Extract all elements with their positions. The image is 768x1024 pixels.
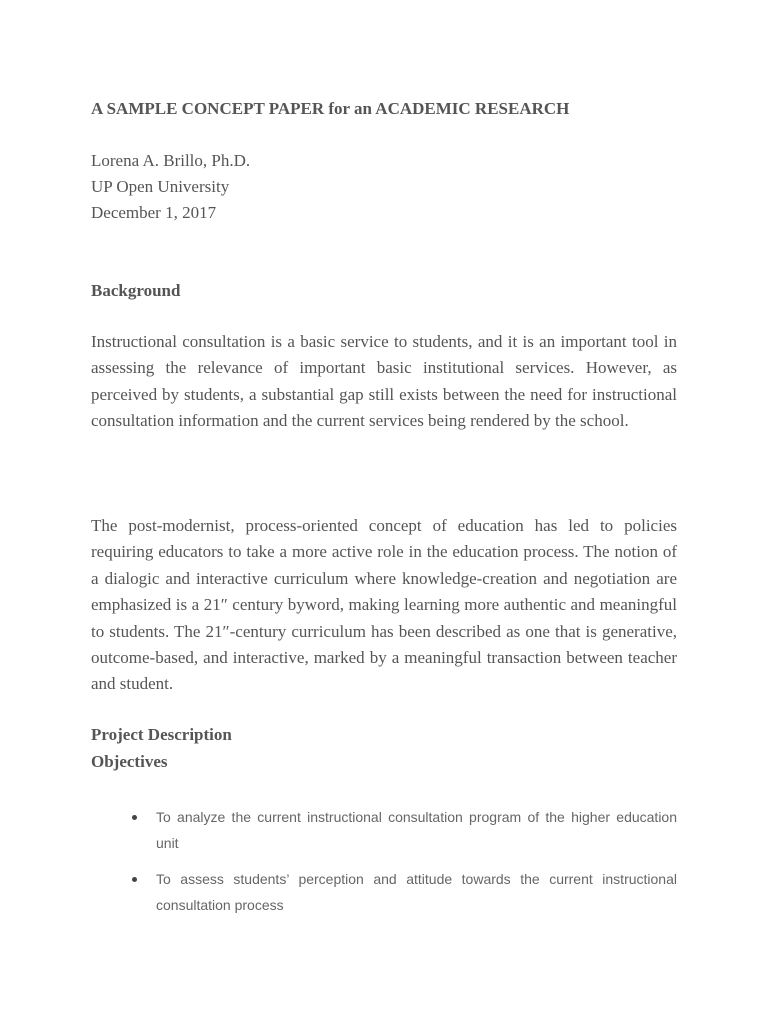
- objectives-list: [91, 804, 677, 928]
- list-item: [91, 866, 677, 918]
- bullet-icon: [132, 877, 137, 882]
- objectives-heading: Objectives: [91, 752, 168, 771]
- objective-text: To analyze the current instructional consultation program of the higher education unit: [156, 809, 677, 851]
- author-institution: UP Open University: [91, 177, 230, 196]
- document-date: December 1, 2017: [91, 203, 217, 222]
- background-heading: Background: [91, 281, 181, 300]
- background-paragraph-2: The post-modernist, process-oriented concept of education has led to policies requiring educators to take a more active role in the education process. The notion of a dialogic and interactive curriculum where knowledge-creation and negotiation are emphasized is a 21″ century byword, making learning more authentic and meaningful to students. The 21″-century curriculum has been described as one that is generative, outcome-based, and interactive, marked by a meaningful transaction between teacher and student.: [91, 516, 677, 694]
- author-name: Lorena A. Brillo, Ph.D.: [91, 151, 251, 170]
- document-title: A SAMPLE CONCEPT PAPER for an ACADEMIC RESEARCH: [91, 99, 570, 118]
- bullet-icon: [132, 815, 137, 820]
- author-block: [91, 148, 491, 226]
- objective-text: To assess students’ perception and attitude towards the current instructional consultation process: [156, 871, 677, 913]
- list-item: [91, 804, 677, 856]
- project-description-heading: Project Description: [91, 725, 232, 744]
- background-paragraph-1: Instructional consultation is a basic service to students, and it is an important tool in assessing the relevance of important basic institutional services. However, as perceived by students, a substantial gap still exists between the need for instructional consultation information and the current services being rendered by the school.: [91, 332, 677, 431]
